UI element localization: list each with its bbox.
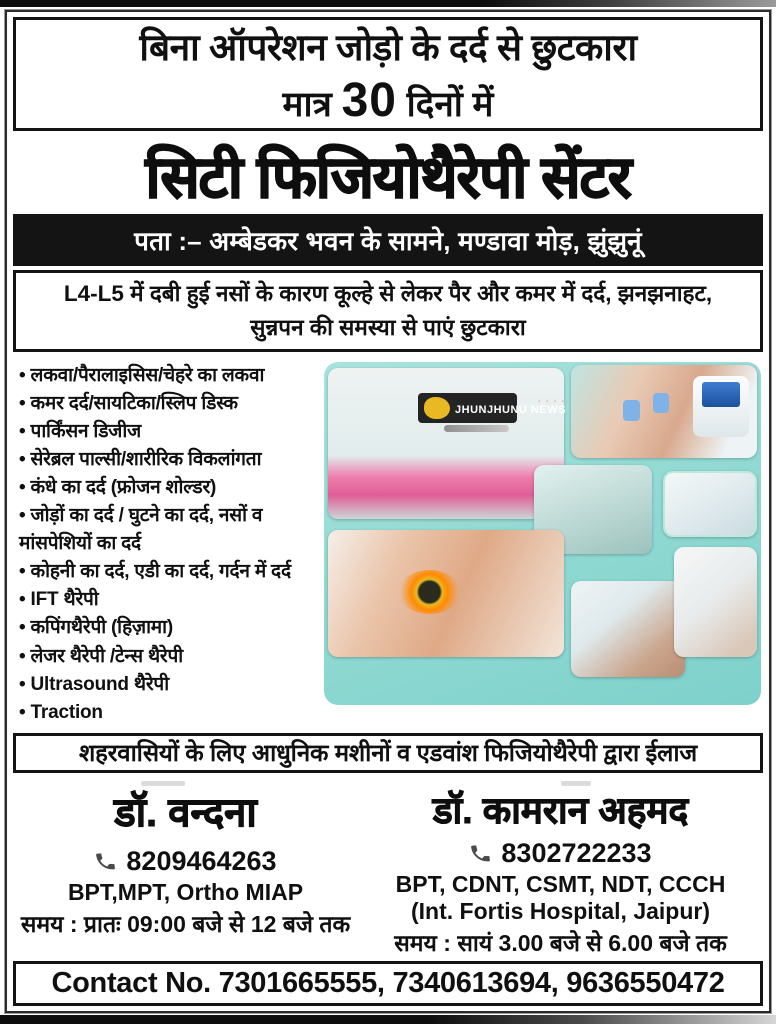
headline-days-number: 30: [341, 74, 397, 127]
list-item: • लकवा/पैरालाइसिस/चेहरे का लकवा: [19, 362, 318, 390]
photo-leg-rehab-session: [328, 368, 564, 519]
doctor-timing: समय : सायं 3.00 बजे से 6.00 बजे तक: [394, 929, 727, 956]
doctor-qualifications: BPT,MPT, Ortho MIAP: [67, 878, 304, 905]
title-section: [13, 135, 763, 266]
conditions-list: [15, 360, 318, 727]
list-item: • जोड़ों का दर्द / घुटने का दर्द, नसों व मांसपेशियों का दर्द: [19, 502, 318, 558]
watermark-tagline-bar: [444, 425, 509, 432]
electrode-pad: [623, 400, 640, 420]
phone-icon: [93, 849, 118, 874]
list-item: • कोहनी का दर्द, एडी का दर्द, गर्दन में दर्द: [19, 558, 318, 586]
l4l5-note: L4-L5 में दबी हुई नसों के कारण कूल्हे से लेकर पैर और कमर में दर्द, झनझनाहट, सुन्नपन की समस्या से पाएं छुटकारा: [13, 270, 763, 352]
doctor-name: डॉ. कामरान अहमद: [432, 789, 689, 831]
doctor-phone: 8302722233: [501, 837, 652, 868]
headline-line2-prefix: मात्र: [282, 85, 342, 124]
doctor-card-kamran: [358, 777, 763, 957]
doctor-qualifications: BPT, CDNT, CSMT, NDT, CCCH: [395, 870, 726, 897]
scan-artifact: [561, 781, 591, 786]
list-item: • सेरेब्रल पाल्सी/शारीरिक विकलांगता: [19, 446, 318, 474]
doctor-phone-row: [469, 838, 651, 869]
list-item: • Traction: [19, 699, 318, 727]
photo-shoulder-electrotherapy: [571, 365, 757, 458]
photo-neck-massage: [571, 581, 685, 677]
therapy-machine: [693, 376, 749, 437]
headline-line1: बिना ऑपरेशन जोड़ो के दर्द से छुटकारा: [139, 27, 637, 68]
top-border-strip: [0, 0, 776, 7]
doctor-phone-row: [94, 846, 276, 877]
watermark-dots: ◦ ◦ ◦ ◦: [538, 399, 566, 406]
doctors-section: [13, 777, 763, 957]
watermark-badge: [418, 393, 566, 423]
scan-artifact: [141, 781, 185, 786]
photo-resistance-band: [663, 471, 757, 536]
list-item: • कमर दर्द/सायटिका/स्लिप डिस्क: [19, 390, 318, 418]
therapy-glow: [399, 570, 460, 613]
electrode-pad: [653, 393, 670, 413]
contact-bar: Contact No. 7301665555, 7340613694, 9636550472: [13, 961, 763, 1006]
headline-line2-suffix: दिनों में: [396, 85, 494, 124]
phone-icon: [468, 841, 493, 866]
poster-frame: [5, 10, 771, 1013]
list-item: • IFT थैरेपी: [19, 586, 318, 614]
doctor-name: डॉ. वन्दना: [114, 790, 257, 835]
list-item: • लेजर थैरेपी /टेन्स थैरेपी: [19, 643, 318, 671]
photo-laser-cupping-back: [328, 530, 564, 657]
services-banner: शहरवासियों के लिए आधुनिक मशीनों व एडवांश फिजियोथैरेपी द्वारा ईलाज: [13, 733, 763, 773]
headline-section: [13, 17, 763, 131]
list-item: • पार्किंसन डिजीज: [19, 418, 318, 446]
photo-collage: [324, 362, 761, 705]
clinic-title: सिटी फिजियोथैरेपी सेंटर: [145, 145, 631, 210]
photo-hand-therapy: [674, 547, 757, 657]
doctor-hospital: (Int. Fortis Hospital, Jaipur): [410, 897, 710, 924]
list-item: • कपिंगथैरेपी (हिज़ामा): [19, 614, 318, 642]
address-bar: पता :– अम्बेडकर भवन के सामने, मण्डावा मोड़, झुंझुनूं: [13, 214, 763, 266]
doctor-card-vandana: [13, 777, 358, 957]
watermark-logo: [418, 393, 566, 432]
list-item: • Ultrasound थैरेपी: [19, 671, 318, 699]
bottom-border-strip: [0, 1015, 776, 1024]
doctor-timing: समय : प्रातः 09:00 बजे से 12 बजे तक: [20, 910, 351, 937]
headline-line2: [16, 73, 760, 128]
list-item: • कंधे का दर्द (फ्रोजन शोल्डर): [19, 474, 318, 502]
map-icon: [424, 397, 450, 419]
main-content: [13, 356, 763, 729]
watermark-text: JHUNJHUNU NEWS: [455, 404, 566, 417]
doctor-phone: 8209464263: [126, 845, 277, 876]
